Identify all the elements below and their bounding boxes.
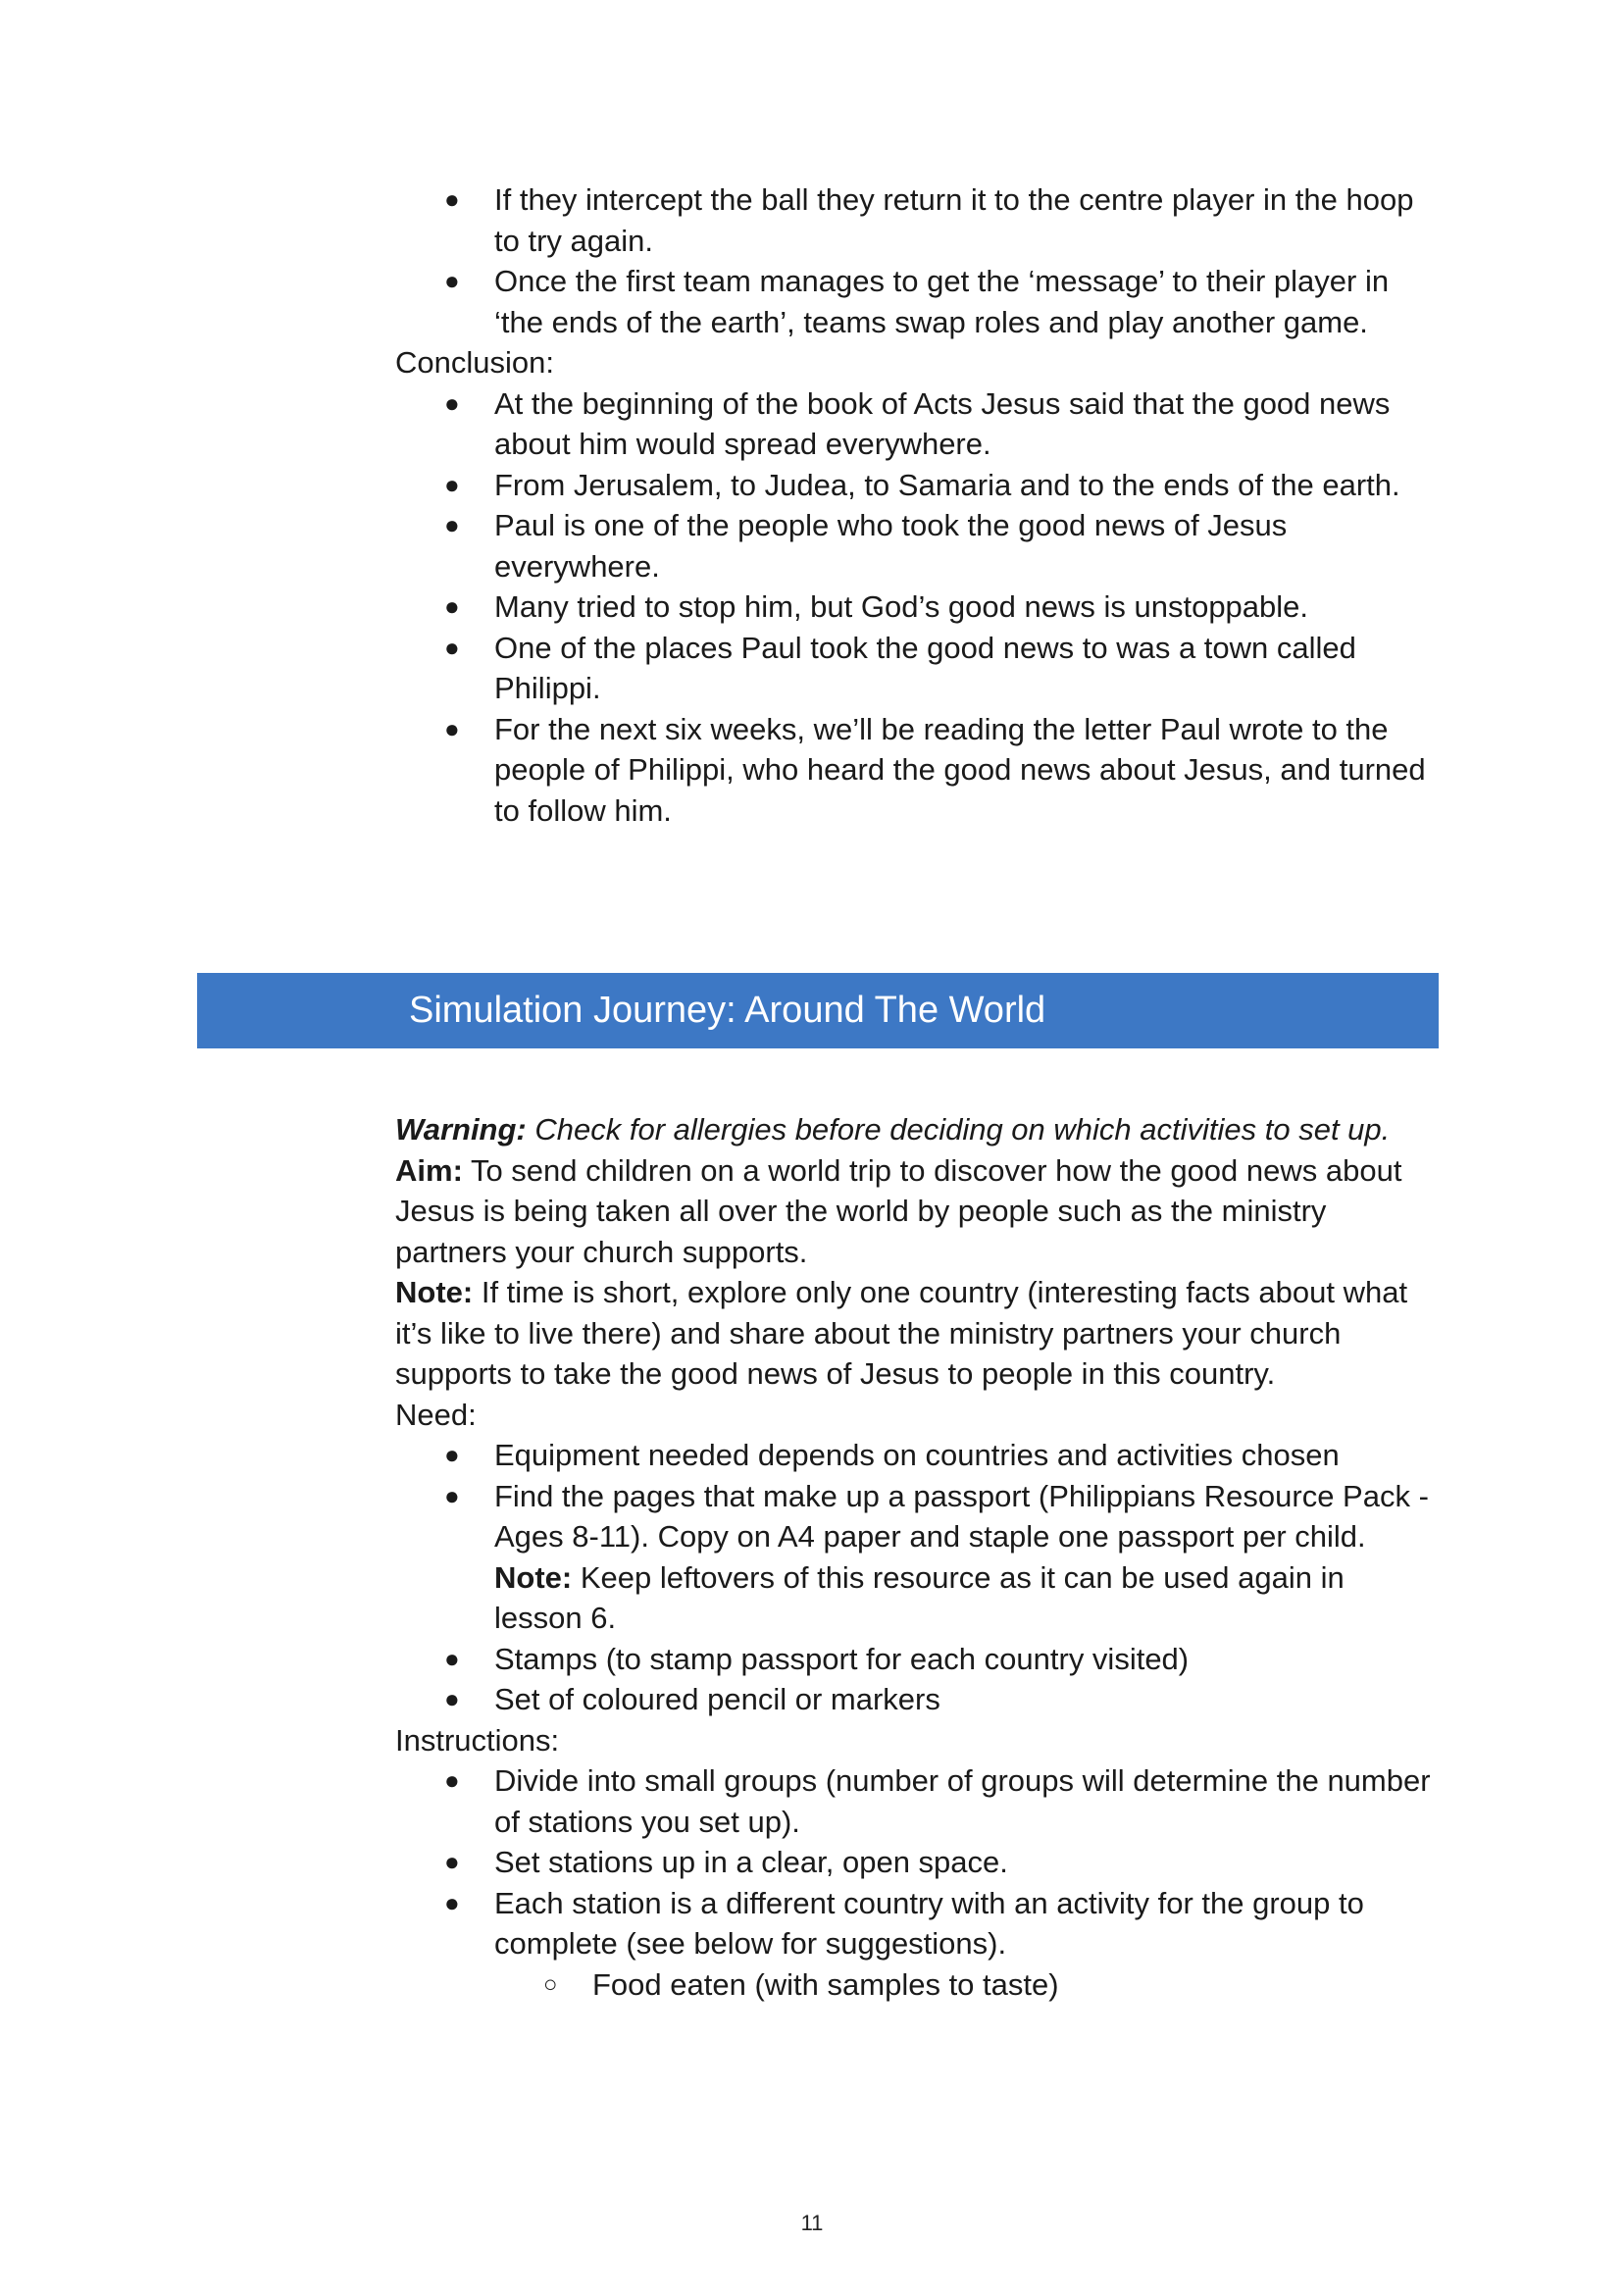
bullet-icon: ●	[444, 591, 460, 621]
list-item: ● Divide into small groups (number of groups will determine the number of stations you set up).	[395, 1760, 1435, 1842]
passport-note-label: Note:	[494, 1559, 573, 1595]
bullet-icon: ●	[444, 387, 460, 418]
bullet-icon: ●	[444, 1887, 460, 1917]
bullet-icon: ●	[444, 1765, 460, 1795]
note-label: Note:	[395, 1275, 474, 1309]
need-list	[395, 1435, 1435, 1720]
bullet-icon: ●	[444, 510, 460, 539]
warning-paragraph: Warning: Check for allergies before deciding on which activities to set up.	[395, 1112, 1391, 1147]
bullet-icon: ●	[444, 184, 460, 214]
instructions-heading: Instructions:	[395, 1722, 560, 1758]
bullet-icon: ●	[444, 1847, 460, 1876]
bottom-content	[395, 1109, 1435, 2005]
sub-list-item: ○ Food eaten (with samples to taste)	[395, 1964, 1435, 2006]
list-item: ● One of the places Paul took the good news to was a town called Philippi.	[395, 628, 1435, 709]
section-banner	[197, 973, 1439, 1048]
conclusion-list	[395, 383, 1435, 832]
page-number: 11	[800, 2211, 824, 2235]
bullet-icon: ●	[444, 1480, 460, 1510]
aim-paragraph: Aim: To send children on a world trip to discover how the good news about Jesus is being taken all over the world by people such as the ministry partners your church supports.	[395, 1152, 1402, 1269]
list-item: ● Each station is a different country with an activity for the group to complete (see below for suggestions).	[395, 1883, 1435, 1964]
bullet-icon: ●	[444, 1643, 460, 1673]
section-title: Simulation Journey: Around The World	[409, 990, 1046, 1031]
list-item: ● If they intercept the ball they return it to the centre player in the hoop to try again.	[395, 179, 1435, 261]
top-content	[395, 179, 1435, 831]
instructions-list	[395, 1760, 1435, 1964]
list-item: ● Paul is one of the people who took the good news of Jesus everywhere.	[395, 505, 1435, 586]
list-item: ● Find the pages that make up a passport (Philippians Resource Pack - Ages 8-11). Copy on A4 paper and staple one passport per child. Note: Keep leftovers of this resource as it can be used again in lesson 6.	[395, 1476, 1435, 1639]
aim-label: Aim:	[395, 1152, 463, 1188]
hollow-bullet-icon: ○	[543, 1970, 558, 1998]
list-item: ● Set of coloured pencil or markers	[395, 1679, 1435, 1720]
list-item: ● From Jerusalem, to Judea, to Samaria and to the ends of the earth.	[395, 465, 1435, 506]
warning-label: Warning:	[395, 1112, 527, 1147]
list-item: ● At the beginning of the book of Acts Jesus said that the good news about him would spread everywhere.	[395, 383, 1435, 465]
instructions-sub-list	[395, 1964, 1435, 2006]
list-item: ● Set stations up in a clear, open space.	[395, 1842, 1435, 1883]
list-item: ● Equipment needed depends on countries and activities chosen	[395, 1435, 1435, 1476]
list-item: ● Stamps (to stamp passport for each country visited)	[395, 1639, 1435, 1680]
bullet-icon: ●	[444, 713, 460, 743]
bullet-icon: ●	[444, 1440, 460, 1469]
list-item: ● For the next six weeks, we’ll be reading the letter Paul wrote to the people of Philippi, who heard the good news about Jesus, and turned to follow him.	[395, 709, 1435, 832]
bullet-icon: ●	[444, 469, 460, 499]
note-paragraph: Note: If time is short, explore only one country (interesting facts about what it’s like to live there) and share about the ministry partners your church supports to take the good news of Jesus to people in this country.	[395, 1275, 1408, 1391]
need-heading: Need:	[395, 1397, 477, 1432]
list-item: ● Once the first team manages to get the ‘message’ to their player in ‘the ends of the earth’, teams swap roles and play another game.	[395, 261, 1435, 342]
game-rules-list	[395, 179, 1435, 342]
conclusion-heading: Conclusion:	[395, 345, 554, 380]
bullet-icon: ●	[444, 1684, 460, 1713]
bullet-icon: ●	[444, 266, 460, 295]
bullet-icon: ●	[444, 632, 460, 662]
list-item: ● Many tried to stop him, but God’s good news is unstoppable.	[395, 586, 1435, 628]
